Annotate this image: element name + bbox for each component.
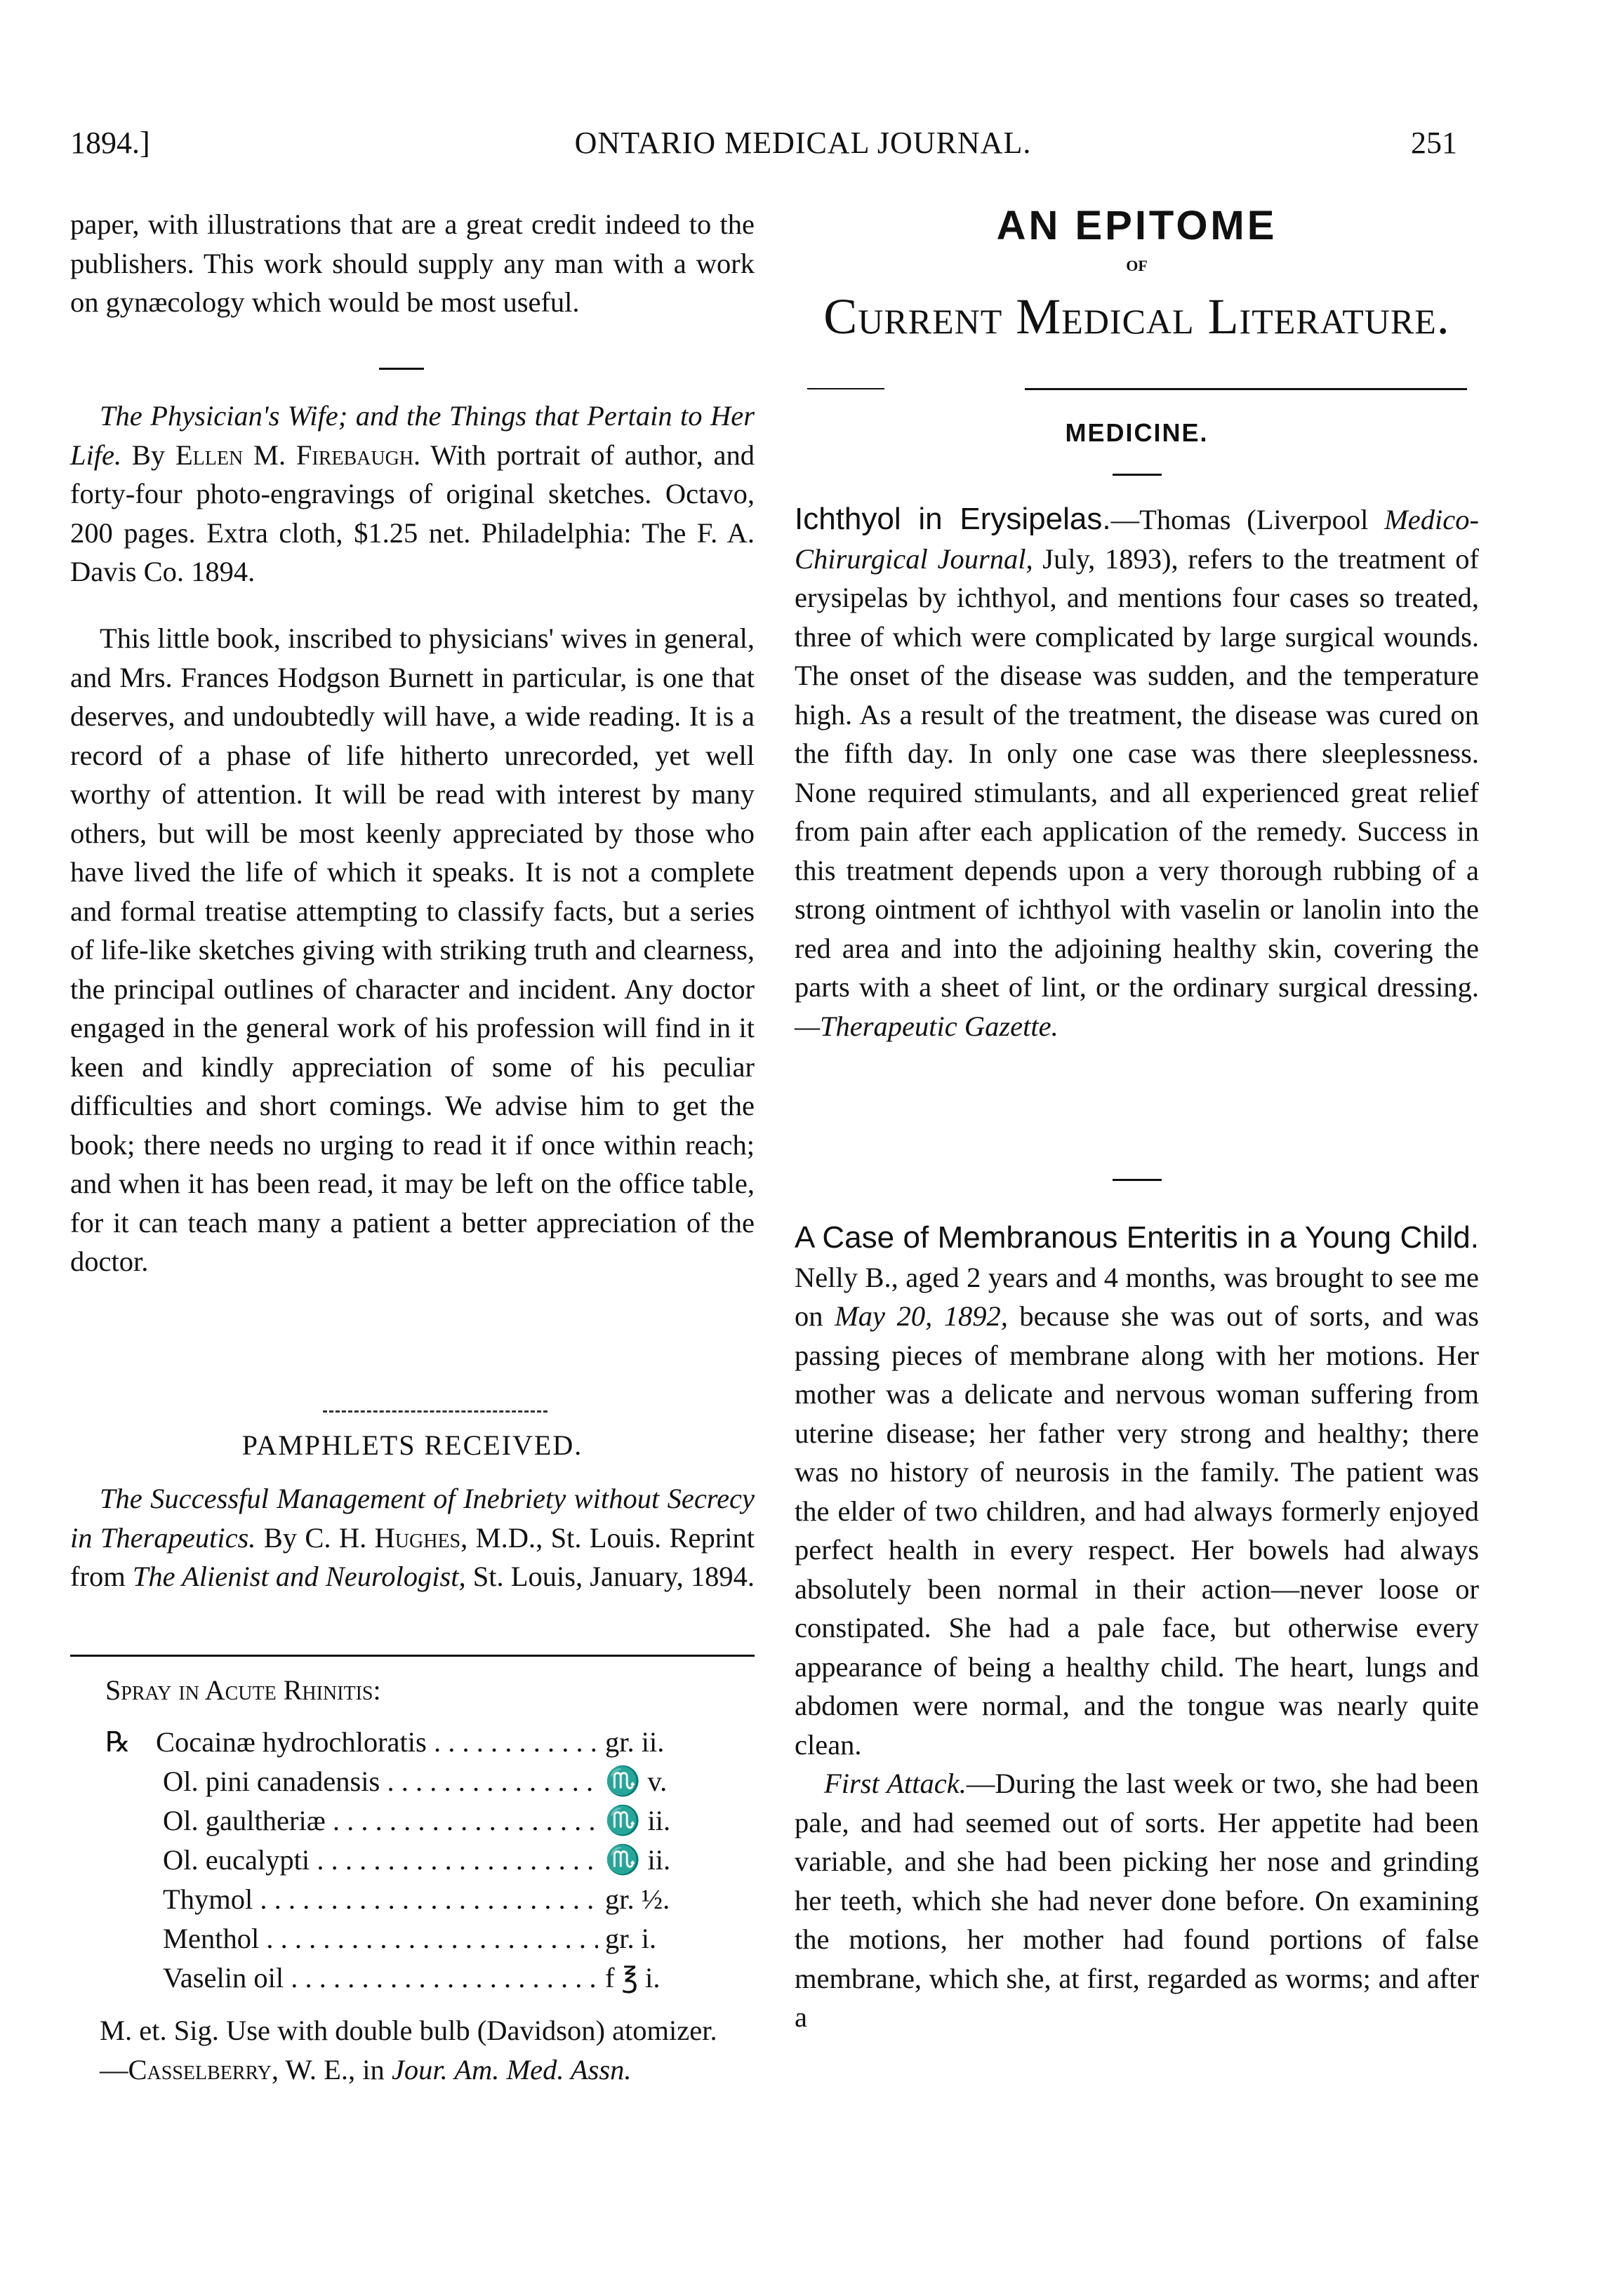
rx-item: Cocainæ hydrochloratis . . . gr. ii.	[156, 1723, 696, 1762]
page-number: 251	[1411, 126, 1457, 160]
journal-title: ONTARIO MEDICAL JOURNAL.	[574, 126, 1032, 160]
prescription-directions: M. et. Sig. Use with double bulb (Davidson) atomizer. —Casselberry, W. E., in Jour. Am. Med. Assn.	[70, 2011, 755, 2089]
article-heading: Ichthyol in Erysipelas.	[795, 502, 1111, 536]
book-author: Ellen M. Firebaugh.	[175, 439, 421, 471]
book-review: This little book, inscribed to physicians' wives in general, and Mrs. Frances Hodgson Burnett in particular, is one that deserves, and undoubtedly will have, a wide reading. It is a record of a phase of life hitherto unrecorded, yet well worthy of attention. It will be read with interest by many others, but will be most keenly appreciated by those who have lived the life of which it speaks. It is not a complete and formal treatise attempting to classify facts, but a series of life-like sketches giving with striking truth and clearness, the principal outlines of character and incident. Any doctor engaged in the general work of his profession will find in it keen and kindly appreciation of some of his peculiar difficulties and short comings. We advise him to get the book; there needs no urging to read it if once within reach; and when it has been read, it may be left on the office table, for it can teach many a patient a better appreciation of the doctor.	[70, 622, 755, 1277]
article-heading: A Case of Membranous Enteritis in a Young Child.	[795, 1220, 1479, 1255]
prescription-title: Spray in Acute Rhinitis:	[105, 1674, 381, 1706]
article-ichthyol: Ichthyol in Erysipelas.—Thomas (Liverpool Medico-Chirurgical Journal, July, 1893), refers to the treatment of erysipelas by ichthyol, and mentions four cases so treated, three of which were complicated by large surgical wounds. The onset of the disease was sudden, and the temperature high. As a result of the treatment, the disease was cured on the fifth day. In only one case was there sleeplessness. None required stimulants, and all experienced great relief from pain after each application of the remedy. Success in this treatment depends upon a very thorough rubbing of a strong ointment of ichthyol with vaselin or lanolin into the red area and into the adjoining healthy skin, covering the parts with a sheet of lint, or the ordinary surgical dressing. —Therapeutic Gazette.	[795, 502, 1479, 1042]
rx-item: Ol. pini canadensis . . . ♏ v.	[163, 1762, 696, 1801]
epitome-subtitle: Current Medical Literature.	[823, 288, 1450, 345]
rx-item: Vaselin oil . . . f ℥ i.	[163, 1958, 696, 1998]
rx-item: Ol. eucalypti . . . ♏ ii.	[163, 1841, 696, 1880]
pamphlet-entry: The Successful Management of Inebriety without Secrecy in Therapeutics. By C. H. Hughes, M.D., St. Louis. Reprint from The Alienist and Neurologist, St. Louis, January, 1894.	[70, 1483, 755, 1592]
divider	[379, 368, 424, 370]
title-rule	[1025, 388, 1467, 390]
short-rule	[807, 388, 884, 389]
dashed-divider	[323, 1410, 548, 1413]
sub-heading: First Attack.	[824, 1768, 967, 1799]
article-enteritis: A Case of Membranous Enteritis in a Young Child. Nelly B., aged 2 years and 4 months, was brought to see me on May 20, 1892, because she was out of sorts, and was passing pieces of membrane along with her motions. Her mother was a delicate and nervous woman suffering from uterine disease; her father very strong and healthy; there was no history of neurosis in the family. The patient was the elder of two children, and had always formerly enjoyed perfect health in every respect. Her bowels had always absolutely been normal in their action—never loose or constipated. She had a pale face, but otherwise every appearance of being a healthy child. The heart, lungs and abdomen were normal, and the tongue was nearly quite clean. First Attack.—During the last week or two, she had been pale, and had seemed out of sorts. Her appetite had been variable, and she had been picking her nose and grinding her teeth, which she had never done before. On examining the motions, her mother had found portions of false membrane, which she, at first, regarded as worms; and after a	[795, 1220, 1480, 2033]
rx-symbol: ℞	[105, 1726, 131, 1758]
book-title: The Physician's Wife; and the Things that Pertain to Her Life.	[70, 400, 755, 471]
header-year: 1894.]	[70, 126, 150, 160]
horizontal-rule	[70, 1655, 755, 1657]
intro-paragraph: paper, with illustrations that are a great credit indeed to the publishers. This work should supply any man with a work on gynæcology which would be most useful.	[70, 208, 755, 318]
divider	[1113, 1179, 1162, 1181]
prescription-credit: —Casselberry, W. E., in Jour. Am. Med. Assn.	[100, 2053, 632, 2085]
rx-item: Thymol . . . gr. ½.	[163, 1880, 696, 1919]
prescription-list	[156, 1723, 696, 1998]
section-heading: MEDICINE.	[1065, 418, 1209, 447]
rx-item: Menthol . . . gr. i.	[163, 1919, 696, 1958]
pamphlets-heading: PAMPHLETS RECEIVED.	[241, 1429, 583, 1461]
epitome-title: AN EPITOME	[996, 203, 1278, 248]
book-entry: The Physician's Wife; and the Things that Pertain to Her Life. By Ellen M. Firebaugh. With portrait of author, and forty-four photo-engravings of original sketches. Octavo, 200 pages. Extra cloth, $1.25 net. Philadelphia: The F. A. Davis Co. 1894.	[70, 400, 755, 587]
divider	[1113, 474, 1162, 476]
article-source: —Therapeutic Gazette.	[795, 1010, 1058, 1042]
epitome-of: OF	[1126, 257, 1148, 274]
rx-item: Ol. gaultheriæ . . . ♏ ii.	[163, 1801, 696, 1841]
